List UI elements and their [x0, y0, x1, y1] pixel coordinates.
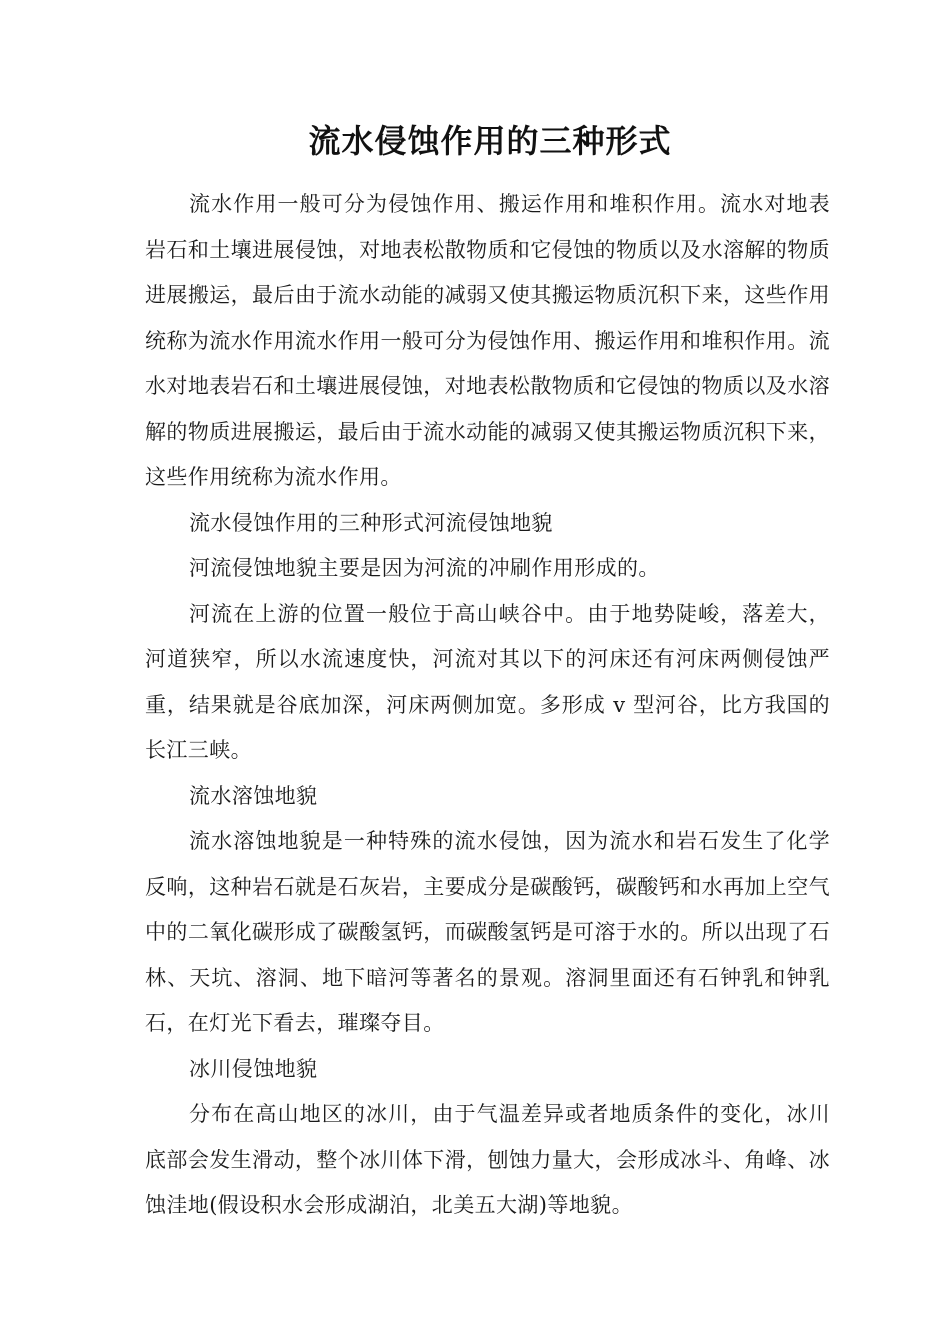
heading-dissolution: 流水溶蚀地貌 — [189, 783, 318, 808]
paragraph-river-upstream: 河流在上游的位置一般位于高山峡谷中。由于地势陡峻，落差大，河道狭窄，所以水流速度快，河流对其以下的河床还有河床两侧侵蚀严重，结果就是谷底加深，河床两侧加宽。多形成 v 型河谷，比方我国的长江三峡。 — [145, 601, 830, 762]
heading-glacier-erosion: 冰川侵蚀地貌 — [189, 1056, 318, 1081]
paragraph-dissolution: 流水溶蚀地貌是一种特殊的流水侵蚀，因为流水和岩石发生了化学反响，这种岩石就是石灰岩，主要成分是碳酸钙，碳酸钙和水再加上空气中的二氧化碳形成了碳酸氢钙，而碳酸氢钙是可溶于水的。所以出现了石林、天坑、溶洞、地下暗河等著名的景观。溶洞里面还有石钟乳和钟乳石，在灯光下看去，璀璨夺目。 — [145, 829, 830, 1035]
document-body — [145, 182, 830, 1229]
paragraph-river-erosion-summary: 河流侵蚀地貌主要是因为河流的冲刷作用形成的。 — [189, 556, 660, 580]
paragraph-glacier-erosion: 分布在高山地区的冰川，由于气温差异或者地质条件的变化，冰川底部会发生滑动，整个冰川体下滑，刨蚀力量大，会形成冰斗、角峰、冰蚀洼地(假设积水会形成湖泊，北美五大湖)等地貌。 — [145, 1102, 830, 1217]
document-title: 流水侵蚀作用的三种形式 — [308, 122, 672, 160]
paragraph-intro: 流水作用一般可分为侵蚀作用、搬运作用和堆积作用。流水对地表岩石和土壤进展侵蚀，对地表松散物质和它侵蚀的物质以及水溶解的物质进展搬运，最后由于流水动能的减弱又使其搬运物质沉积下来，这些作用统称为流水作用流水作用一般可分为侵蚀作用、搬运作用和堆积作用。流水对地表岩石和土壤进展侵蚀，对地表松散物质和它侵蚀的物质以及水溶解的物质进展搬运，最后由于流水动能的减弱又使其搬运物质沉积下来，这些作用统称为流水作用。 — [145, 192, 830, 489]
heading-river-erosion: 流水侵蚀作用的三种形式河流侵蚀地貌 — [189, 510, 553, 535]
